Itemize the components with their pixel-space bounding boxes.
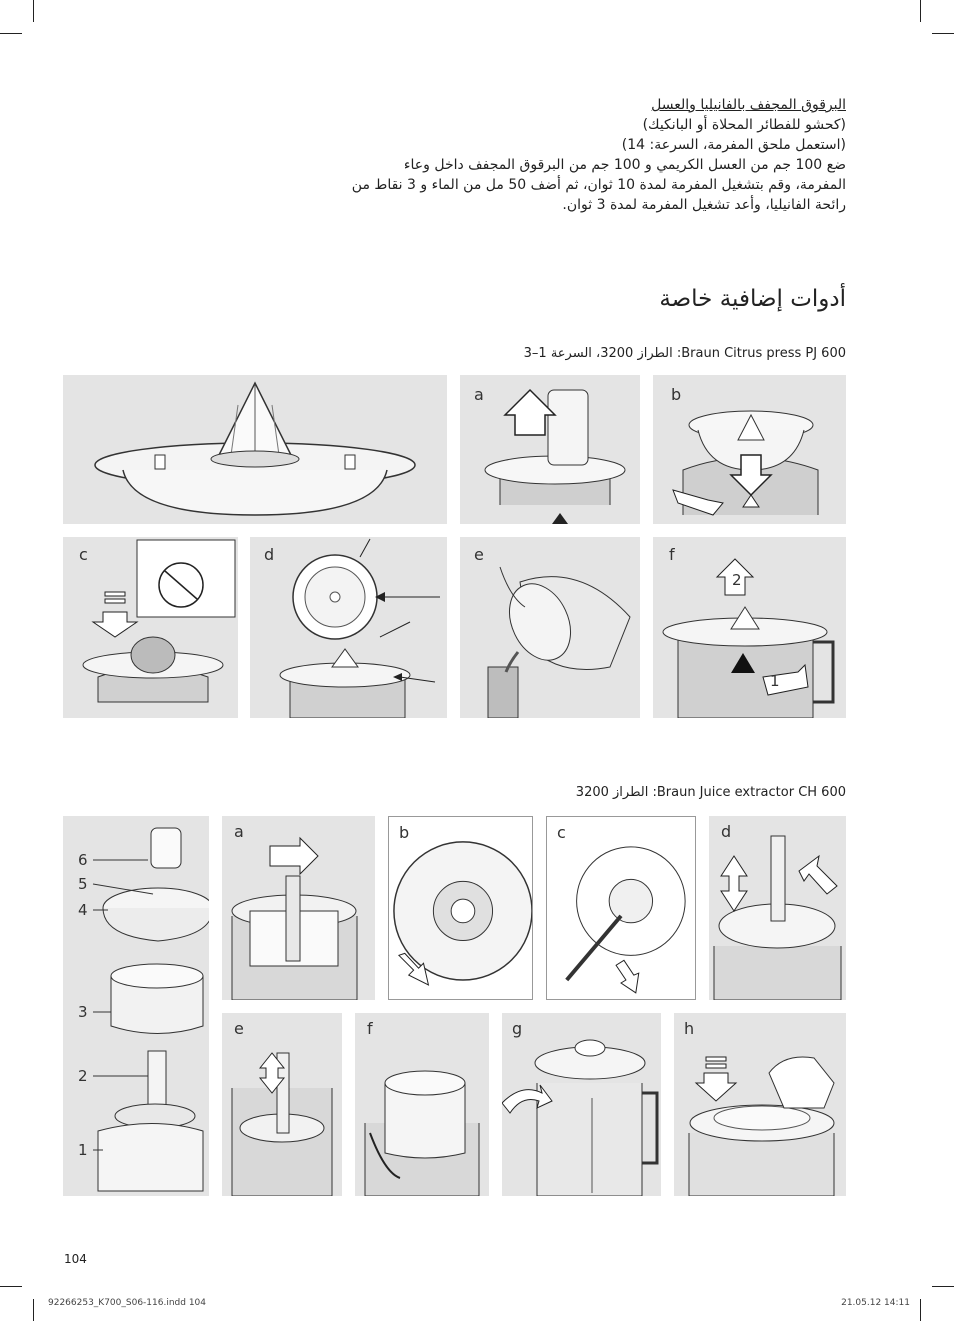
juicer-step-f-panel xyxy=(355,1013,489,1196)
crop-mark xyxy=(33,1299,34,1321)
step-label: c xyxy=(557,823,566,842)
recipe-line: (استعمل ملحق المفرمة، السرعة: 14) xyxy=(621,137,846,153)
rotate-arrow-icon xyxy=(799,856,837,894)
recipe-line: (كحشو للفطائر المحلاة أو البانكيك) xyxy=(642,117,846,133)
step-label: g xyxy=(512,1019,523,1038)
recipe-line: المفرمة، وقم بتشغيل المفرمة لمدة 10 ثوان، ثم أضف 50 مل من الماء و 3 نقاط من xyxy=(351,177,846,193)
citrus-caption: Braun Citrus press PJ 600: الطراز 3200، السرعة 1–3 xyxy=(523,346,846,361)
step-label: a xyxy=(234,822,244,841)
footer-file: 92266253_K700_S06-116.indd 104 xyxy=(48,1298,207,1308)
step-label: c xyxy=(79,545,88,564)
step-label: f xyxy=(669,545,675,564)
step-label: d xyxy=(264,545,275,564)
press-down-icon xyxy=(696,1073,736,1101)
juicer-step-a-panel xyxy=(222,816,375,1000)
part-number: 6 xyxy=(78,851,88,869)
citrus-step-b-panel xyxy=(653,375,846,524)
press-down-icon xyxy=(93,612,137,637)
footer-date: 21.05.12 14:11 xyxy=(841,1298,910,1308)
citrus-press-illustration xyxy=(63,375,447,524)
citrus-overview-panel xyxy=(63,375,447,524)
juicer-step-h-panel xyxy=(674,1013,846,1196)
step-label: a xyxy=(474,385,484,404)
crop-mark xyxy=(932,33,954,34)
crop-mark xyxy=(920,0,921,22)
citrus-step-d-panel xyxy=(250,537,447,718)
arrow-down-icon xyxy=(616,960,639,993)
part-number: 4 xyxy=(78,901,88,919)
step-label: h xyxy=(684,1019,695,1038)
arrow-right-icon xyxy=(270,838,318,874)
step-label: e xyxy=(474,545,484,564)
part-number: 3 xyxy=(78,1003,88,1021)
citrus-step-a-panel xyxy=(460,375,640,524)
step-label: f xyxy=(367,1019,373,1038)
step-label: d xyxy=(721,822,732,841)
recipe-line: ضع 100 جم من العسل الكريمي و 100 جم من البرقوق المجفف داخل وعاء xyxy=(403,157,846,173)
juicer-caption: Braun Juice extractor CH 600: الطراز 3200 xyxy=(575,785,846,800)
arrow-number: 2 xyxy=(732,571,742,589)
juicer-exploded-panel xyxy=(63,816,209,1196)
part-number: 2 xyxy=(78,1067,88,1085)
citrus-step-c-panel xyxy=(63,537,238,718)
part-number: 1 xyxy=(78,1141,88,1159)
section-title: أدوات إضافية خاصة xyxy=(659,286,846,312)
page-number: 104 xyxy=(64,1252,87,1266)
citrus-step-f-panel xyxy=(653,537,846,718)
crop-mark xyxy=(33,0,34,22)
citrus-step-e-panel xyxy=(460,537,640,718)
crop-mark xyxy=(920,1299,921,1321)
up-down-arrow-icon xyxy=(721,856,747,911)
part-number: 5 xyxy=(78,875,88,893)
juicer-step-d-panel xyxy=(709,816,846,1000)
juicer-step-g-panel xyxy=(502,1013,661,1196)
crop-mark xyxy=(0,33,22,34)
step-label: b xyxy=(399,823,410,842)
juicer-step-e-panel xyxy=(222,1013,342,1196)
juicer-step-b-panel xyxy=(388,816,533,1000)
crop-mark xyxy=(0,1286,22,1287)
arrow-number: 1 xyxy=(770,672,780,690)
recipe-line: رائحة الفانيليا، وأعد تشغيل المفرمة لمدة 3 ثوان. xyxy=(562,197,846,213)
step-label: b xyxy=(671,385,682,404)
recipe-title: البرقوق المجفف بالفانيليا والعسل xyxy=(651,97,846,113)
crop-mark xyxy=(932,1286,954,1287)
step-label: e xyxy=(234,1019,244,1038)
juicer-step-c-panel xyxy=(546,816,696,1000)
